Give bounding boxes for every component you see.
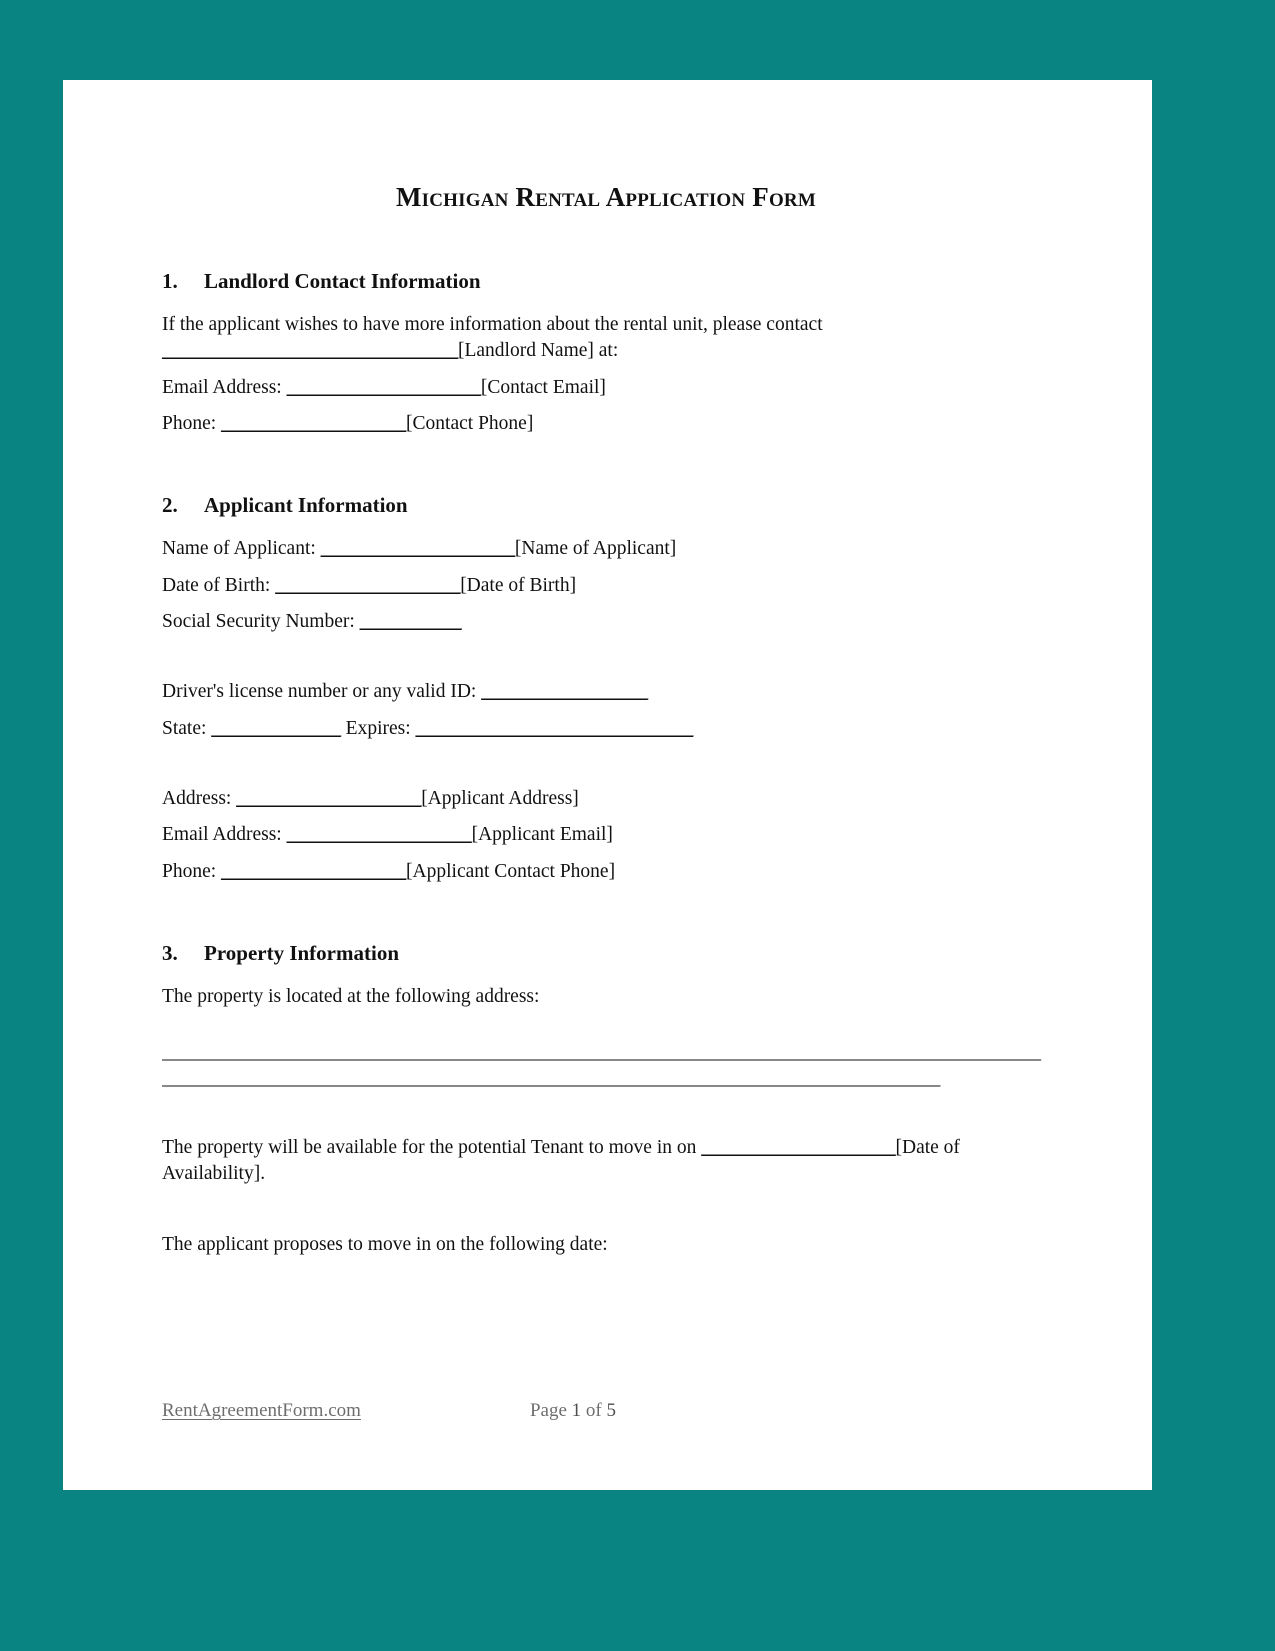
applicant-ssn-blank[interactable]: ___________ bbox=[359, 610, 462, 632]
footer-page-current: 1 bbox=[571, 1400, 582, 1421]
applicant-address-placeholder: [Applicant Address] bbox=[421, 787, 579, 809]
applicant-name-placeholder: [Name of Applicant] bbox=[514, 538, 677, 560]
section-heading-applicant bbox=[162, 493, 1050, 518]
page-footer bbox=[162, 1400, 1050, 1422]
landlord-intro-text: If the applicant wishes to have more information about the rental unit, please contact bbox=[162, 313, 823, 335]
applicant-email-blank[interactable]: ____________________ bbox=[286, 824, 472, 846]
section-number: 3. bbox=[162, 940, 178, 965]
property-availability-blank[interactable]: _____________________ bbox=[701, 1137, 896, 1158]
property-move-in-line: The applicant proposes to move in on the following date: bbox=[162, 1233, 608, 1255]
applicant-phone-label: Phone: bbox=[162, 860, 222, 882]
landlord-phone-blank[interactable]: ____________________ bbox=[221, 412, 407, 434]
landlord-name-blank[interactable]: ________________________________ bbox=[162, 340, 458, 362]
applicant-state-blank[interactable]: ______________ bbox=[211, 717, 341, 739]
applicant-dob-label: Date of Birth: bbox=[162, 574, 276, 596]
landlord-phone-placeholder: [Contact Phone] bbox=[406, 412, 534, 434]
applicant-address-blank[interactable]: ____________________ bbox=[236, 787, 422, 809]
landlord-email-line bbox=[162, 375, 1050, 401]
footer-page-total: 5 bbox=[606, 1400, 616, 1421]
page-title: Michigan Rental Application Form bbox=[395, 182, 816, 212]
applicant-email-label: Email Address: bbox=[162, 824, 287, 846]
applicant-ssn-line bbox=[162, 609, 1050, 635]
property-availability-placeholder: [Date of Availability]. bbox=[162, 1137, 964, 1185]
footer-page-indicator bbox=[530, 1400, 616, 1422]
landlord-intro-line bbox=[162, 312, 1050, 338]
applicant-name-blank[interactable]: _____________________ bbox=[320, 538, 515, 560]
applicant-license-label: Driver's license number or any valid ID: bbox=[162, 681, 482, 703]
page-content bbox=[162, 80, 1050, 1490]
footer-site-link[interactable]: RentAgreementForm.com bbox=[162, 1400, 361, 1421]
applicant-license-line bbox=[162, 679, 1050, 705]
applicant-name-label: Name of Applicant: bbox=[162, 538, 321, 560]
applicant-phone-line bbox=[162, 859, 1050, 885]
applicant-address-line bbox=[162, 786, 1050, 812]
landlord-phone-line bbox=[162, 411, 1050, 437]
applicant-ssn-label: Social Security Number: bbox=[162, 610, 360, 632]
applicant-expires-label: Expires: bbox=[340, 717, 416, 739]
landlord-name-line bbox=[162, 338, 1050, 364]
property-address-rule-1[interactable]: ________________________________________________________________________________________________ bbox=[162, 1042, 1041, 1064]
applicant-dob-blank[interactable]: ____________________ bbox=[275, 574, 461, 596]
applicant-dob-line bbox=[162, 573, 1050, 599]
property-availability-line bbox=[162, 1135, 1050, 1188]
property-address-intro: The property is located at the following address: bbox=[162, 986, 540, 1007]
section-number: 2. bbox=[162, 493, 178, 518]
section-number: 1. bbox=[162, 268, 178, 293]
applicant-phone-placeholder: [Applicant Contact Phone] bbox=[406, 860, 616, 882]
section-title: Applicant Information bbox=[204, 493, 408, 518]
document-page bbox=[63, 80, 1152, 1490]
property-address-rule-2[interactable]: _____________________________________________________________________________________ bbox=[162, 1067, 940, 1089]
applicant-email-placeholder: [Applicant Email] bbox=[471, 824, 613, 846]
applicant-phone-blank[interactable]: ____________________ bbox=[221, 860, 407, 882]
applicant-dob-placeholder: [Date of Birth] bbox=[460, 574, 577, 596]
footer-page-of: of bbox=[581, 1400, 607, 1421]
landlord-email-placeholder: [Contact Email] bbox=[480, 376, 606, 398]
landlord-phone-label: Phone: bbox=[162, 412, 222, 434]
property-availability-text: The property will be available for the potential Tenant to move in on bbox=[162, 1137, 702, 1158]
applicant-email-line bbox=[162, 822, 1050, 848]
applicant-expires-blank[interactable]: ______________________________ bbox=[415, 717, 694, 739]
applicant-license-blank[interactable]: __________________ bbox=[481, 681, 648, 703]
landlord-email-blank[interactable]: _____________________ bbox=[286, 376, 481, 398]
applicant-state-expires-line bbox=[162, 716, 1050, 742]
applicant-state-label: State: bbox=[162, 717, 212, 739]
section-heading-landlord bbox=[162, 269, 1050, 294]
section-title: Property Information bbox=[204, 940, 399, 965]
landlord-name-placeholder: [Landlord Name] at: bbox=[458, 340, 619, 362]
applicant-name-line bbox=[162, 536, 1050, 562]
section-heading-property bbox=[162, 941, 1050, 966]
section-title: Landlord Contact Information bbox=[204, 268, 481, 293]
footer-page-label: Page bbox=[529, 1400, 572, 1421]
landlord-email-label: Email Address: bbox=[162, 376, 287, 398]
applicant-address-label: Address: bbox=[162, 787, 237, 809]
